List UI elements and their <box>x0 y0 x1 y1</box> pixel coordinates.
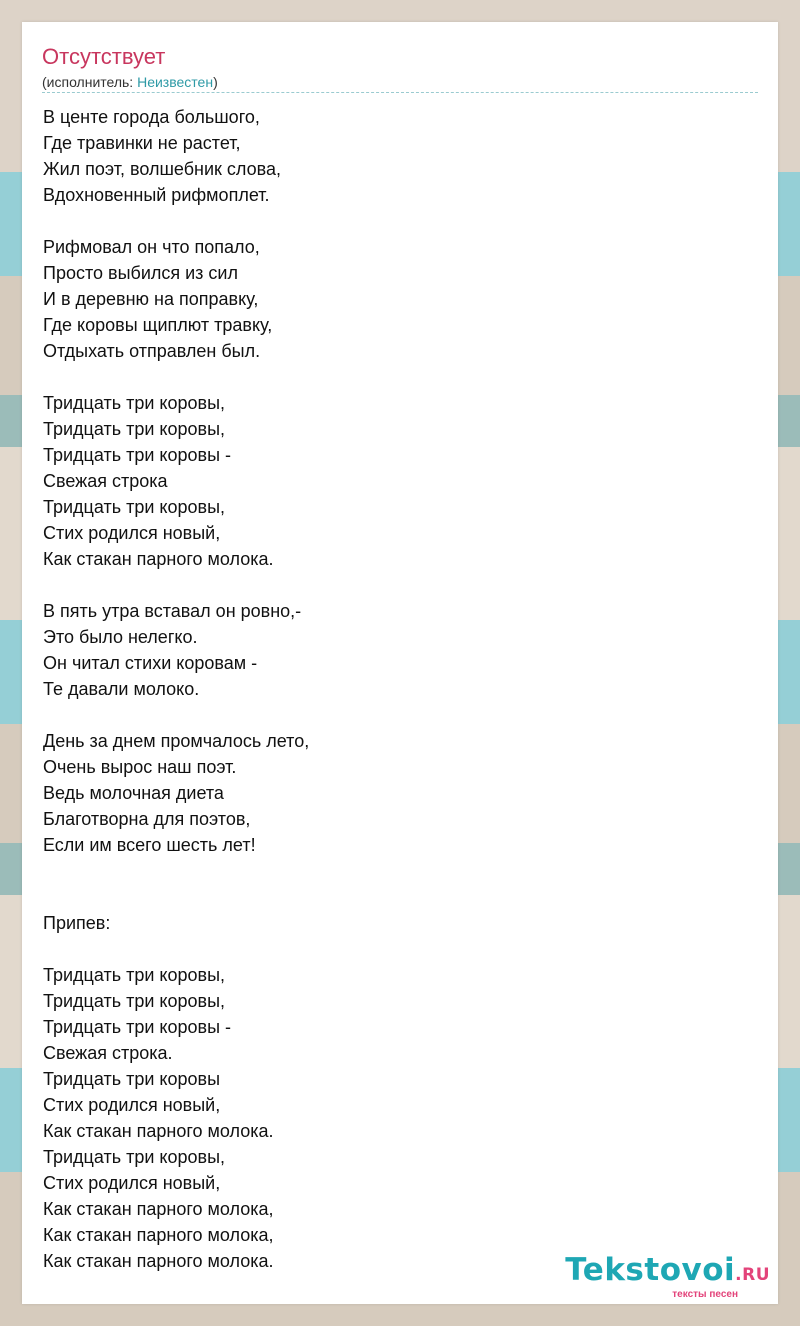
logo-tagline: тексты песен <box>672 1289 738 1300</box>
lyrics-text: В центе города большого, Где травинки не растет, Жил поэт, волшебник слова, Вдохновенный рифмоплет. Рифмовал он что попало, Просто выбился из сил И в деревню на поправку, Где коровы щиплют травку, Отдыхать отправлен был. Тридцать три коровы, Тридцать три коровы, Тридцать три коровы - Свежая строка Тридцать три коровы, Стих родился новый, Как стакан парного молока. В пять утра вставал он ровно,- Это было нелегко. Он читал стихи коровам - Те давали молоко. День за днем промчалось лето, Очень вырос наш поэт. Ведь молочная диета Благотворна для поэтов, Если им всего шесть лет! Припев: Тридцать три коровы, Тридцать три коровы, Тридцать три коровы - Свежая строка. Тридцать три коровы Стих родился новый, Как стакан парного молока. Тридцать три коровы, Стих родился новый, Как стакан парного молока, Как стакан парного молока, Как стакан парного молока. <box>43 107 310 1271</box>
tekstovoi-logo[interactable] <box>565 1254 770 1300</box>
artist-line <box>42 73 218 91</box>
artist-prefix: (исполнитель: <box>42 74 138 90</box>
dashed-divider <box>42 92 758 93</box>
logo-main-text: Tekstovoi <box>565 1252 736 1288</box>
artist-link[interactable]: Неизвестен <box>137 74 214 90</box>
logo-tld: .RU <box>735 1265 770 1285</box>
lyrics-card <box>22 22 778 1304</box>
song-title: Отсутствует <box>42 44 166 69</box>
artist-suffix: ) <box>213 74 218 90</box>
logo-wordmark <box>565 1254 770 1291</box>
